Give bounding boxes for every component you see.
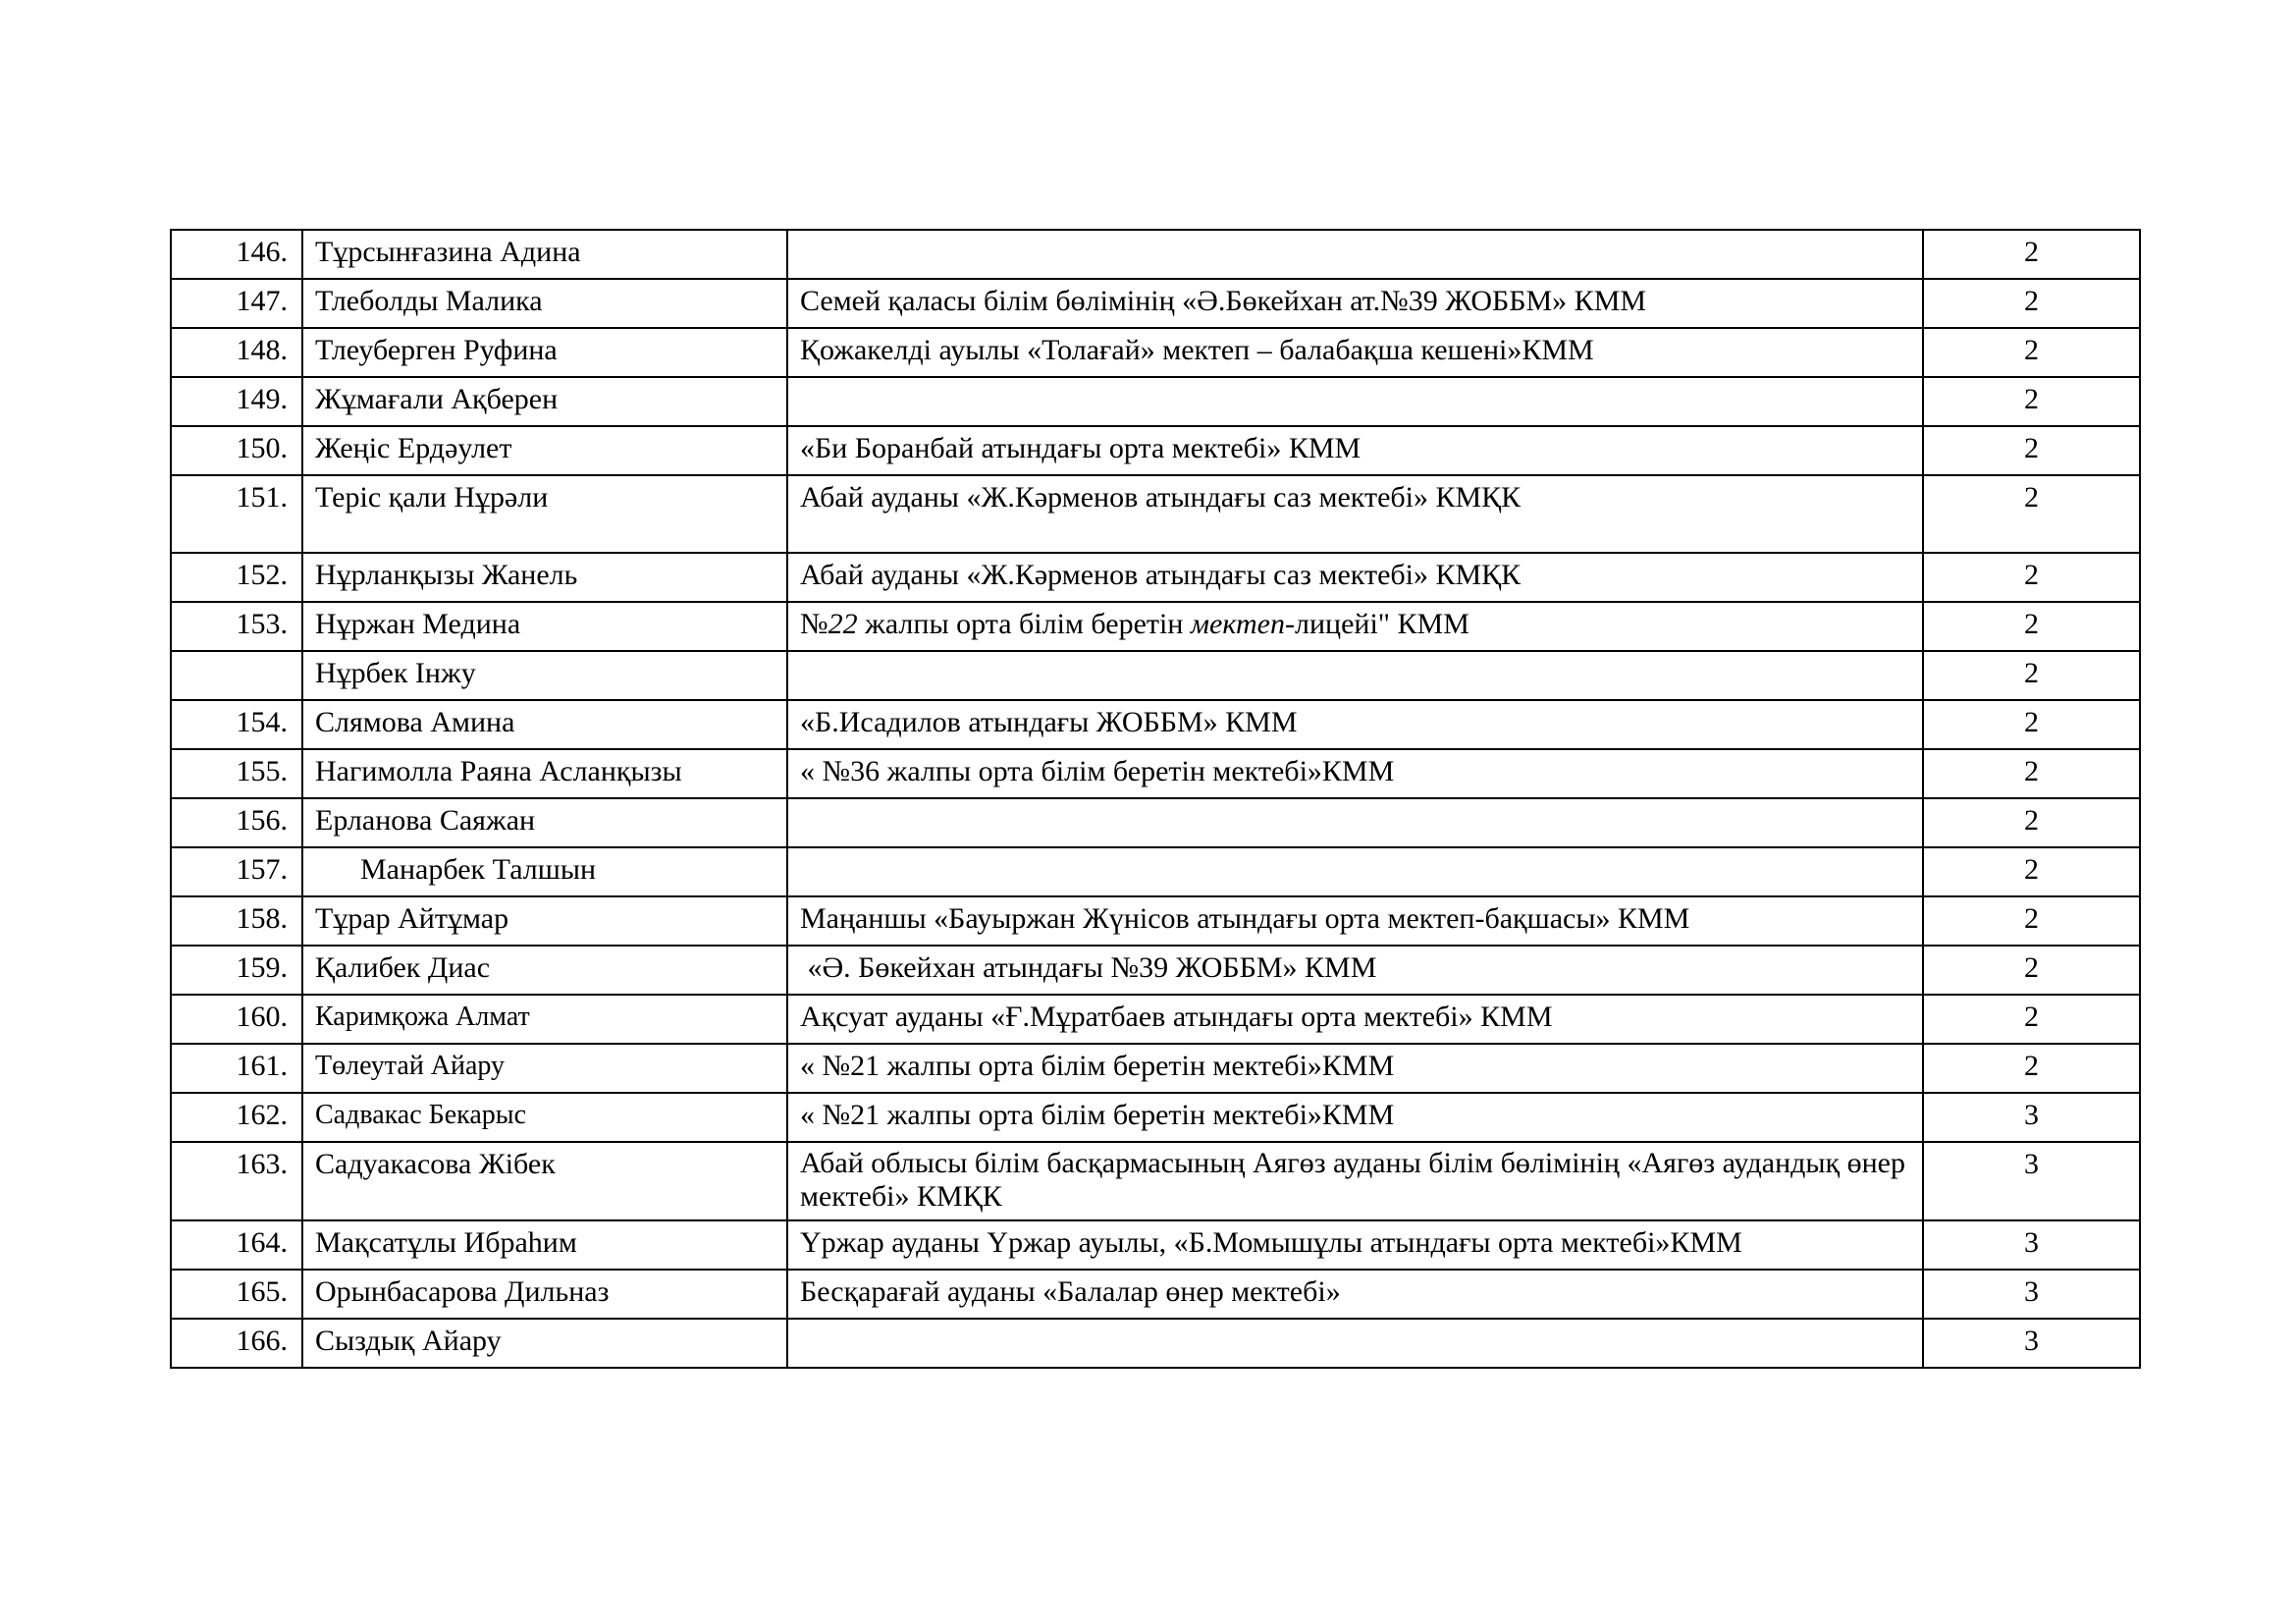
- participant-name: Мақсатұлы Ибраһим: [302, 1220, 787, 1270]
- school-name: Абай облысы білім басқармасының Аягөз ауданы білім бөлімінің «Аягөз аудандық өнер мектебі» КМҚК: [787, 1142, 1923, 1220]
- participant-name: Нагимолла Раяна Асланқызы: [302, 749, 787, 798]
- grade: 2: [1923, 700, 2140, 749]
- table-row: [171, 651, 2140, 700]
- school-name: «Ә. Бөкейхан атындағы №39 ЖОББМ» КММ: [787, 946, 1923, 995]
- grade: 2: [1923, 946, 2140, 995]
- grade: 2: [1923, 230, 2140, 279]
- grade: 2: [1923, 798, 2140, 847]
- table-row: [171, 749, 2140, 798]
- row-number: 166.: [171, 1319, 302, 1368]
- grade: 2: [1923, 553, 2140, 602]
- school-name: « №21 жалпы орта білім беретін мектебі»КММ: [787, 1044, 1923, 1093]
- row-number: 150.: [171, 426, 302, 475]
- school-name: Ақсуат ауданы «Ғ.Мұратбаев атындағы орта мектебі» КММ: [787, 995, 1923, 1044]
- school-type-italic: мектеп: [1190, 608, 1285, 640]
- school-name: Маңаншы «Бауыржан Жүнісов атындағы орта мектеп-бақшасы» КММ: [787, 896, 1923, 946]
- grade: 2: [1923, 651, 2140, 700]
- school-name: Қожакелді ауылы «Толағай» мектеп – балабақша кешені»КММ: [787, 328, 1923, 377]
- participant-name: Каримқожа Алмат: [302, 995, 787, 1044]
- school-name: « №21 жалпы орта білім беретін мектебі»КММ: [787, 1093, 1923, 1142]
- participant-name: Слямова Амина: [302, 700, 787, 749]
- row-number: 147.: [171, 279, 302, 328]
- table-row: [171, 1044, 2140, 1093]
- school-name: Абай ауданы «Ж.Кәрменов атындағы саз мектебі» КМҚК: [787, 553, 1923, 602]
- table-row: [171, 279, 2140, 328]
- grade: 3: [1923, 1093, 2140, 1142]
- row-number: 162.: [171, 1093, 302, 1142]
- table-row: [171, 847, 2140, 896]
- table-row: [171, 995, 2140, 1044]
- participant-name: Тұрсынғазина Адина: [302, 230, 787, 279]
- participant-name: Ерланова Саяжан: [302, 798, 787, 847]
- grade: 2: [1923, 749, 2140, 798]
- row-number: 163.: [171, 1142, 302, 1220]
- school-name: Бесқарағай ауданы «Балалар өнер мектебі»: [787, 1270, 1923, 1319]
- school-name: [787, 602, 1923, 651]
- row-number: 152.: [171, 553, 302, 602]
- row-number: 165.: [171, 1270, 302, 1319]
- participant-name: Тұрар Айтұмар: [302, 896, 787, 946]
- grade: 3: [1923, 1319, 2140, 1368]
- participant-name: Манарбек Талшын: [302, 847, 787, 896]
- table-row: [171, 1093, 2140, 1142]
- row-number: 161.: [171, 1044, 302, 1093]
- school-name-middle: жалпы орта білім беретін: [857, 608, 1191, 640]
- table-row: [171, 426, 2140, 475]
- grade: 2: [1923, 377, 2140, 426]
- school-name: «Б.Исадилов атындағы ЖОББМ» КММ: [787, 700, 1923, 749]
- grade: 2: [1923, 995, 2140, 1044]
- table-row: [171, 946, 2140, 995]
- participants-table: [170, 229, 2141, 1369]
- school-name: Семей қаласы білім бөлімінің «Ә.Бөкейхан ат.№39 ЖОББМ» КММ: [787, 279, 1923, 328]
- participant-name: Теріс қали Нұрәли: [302, 475, 787, 553]
- participant-name: Нұрбек Інжу: [302, 651, 787, 700]
- participant-name: Қалибек Диас: [302, 946, 787, 995]
- grade: 2: [1923, 328, 2140, 377]
- table-row: [171, 1220, 2140, 1270]
- row-number: 146.: [171, 230, 302, 279]
- row-number: [171, 651, 302, 700]
- table-row: [171, 1142, 2140, 1220]
- school-name: [787, 1319, 1923, 1368]
- table-row: [171, 798, 2140, 847]
- grade: 2: [1923, 847, 2140, 896]
- row-number: 155.: [171, 749, 302, 798]
- table-row: [171, 896, 2140, 946]
- school-name-suffix: -лицейі" КММ: [1285, 608, 1469, 640]
- participant-name: Жұмағали Ақберен: [302, 377, 787, 426]
- school-name: [787, 847, 1923, 896]
- school-name: Үржар ауданы Үржар ауылы, «Б.Момышұлы атындағы орта мектебі»КММ: [787, 1220, 1923, 1270]
- participant-name: Жеңіс Ердәулет: [302, 426, 787, 475]
- grade: 3: [1923, 1270, 2140, 1319]
- table-row: [171, 475, 2140, 553]
- school-name: Абай ауданы «Ж.Кәрменов атындағы саз мектебі» КМҚК: [787, 475, 1923, 553]
- participant-name: Орынбасарова Дильназ: [302, 1270, 787, 1319]
- participant-name: Сыздық Айару: [302, 1319, 787, 1368]
- row-number: 160.: [171, 995, 302, 1044]
- row-number: 151.: [171, 475, 302, 553]
- row-number: 164.: [171, 1220, 302, 1270]
- table-row: [171, 700, 2140, 749]
- table-row: [171, 328, 2140, 377]
- school-name: «Би Боранбай атындағы орта мектебі» КММ: [787, 426, 1923, 475]
- grade: 2: [1923, 896, 2140, 946]
- row-number: 149.: [171, 377, 302, 426]
- grade: 2: [1923, 475, 2140, 553]
- row-number: 153.: [171, 602, 302, 651]
- participant-name: Нұржан Медина: [302, 602, 787, 651]
- row-number: 156.: [171, 798, 302, 847]
- school-name: [787, 651, 1923, 700]
- row-number: 148.: [171, 328, 302, 377]
- row-number: 157.: [171, 847, 302, 896]
- grade: 2: [1923, 602, 2140, 651]
- school-number-italic: 22: [828, 608, 858, 640]
- school-name: [787, 377, 1923, 426]
- participant-name: Садвакас Бекарыс: [302, 1093, 787, 1142]
- grade: 3: [1923, 1220, 2140, 1270]
- row-number: 158.: [171, 896, 302, 946]
- grade: 2: [1923, 279, 2140, 328]
- grade: 2: [1923, 426, 2140, 475]
- table-row: [171, 553, 2140, 602]
- grade: 3: [1923, 1142, 2140, 1220]
- school-name: « №36 жалпы орта білім беретін мектебі»КММ: [787, 749, 1923, 798]
- school-name: [787, 230, 1923, 279]
- table-row: [171, 1319, 2140, 1368]
- table-row: [171, 230, 2140, 279]
- participant-name: Тлеуберген Руфина: [302, 328, 787, 377]
- row-number: 159.: [171, 946, 302, 995]
- table-row: [171, 377, 2140, 426]
- school-name-prefix: №: [800, 608, 828, 640]
- participant-name: Нұрланқызы Жанель: [302, 553, 787, 602]
- table-row: [171, 1270, 2140, 1319]
- table-row: [171, 602, 2140, 651]
- participant-name: Төлеутай Айару: [302, 1044, 787, 1093]
- school-name: [787, 798, 1923, 847]
- participant-name: Садуакасова Жібек: [302, 1142, 787, 1220]
- participant-name: Тлеболды Малика: [302, 279, 787, 328]
- grade: 2: [1923, 1044, 2140, 1093]
- row-number: 154.: [171, 700, 302, 749]
